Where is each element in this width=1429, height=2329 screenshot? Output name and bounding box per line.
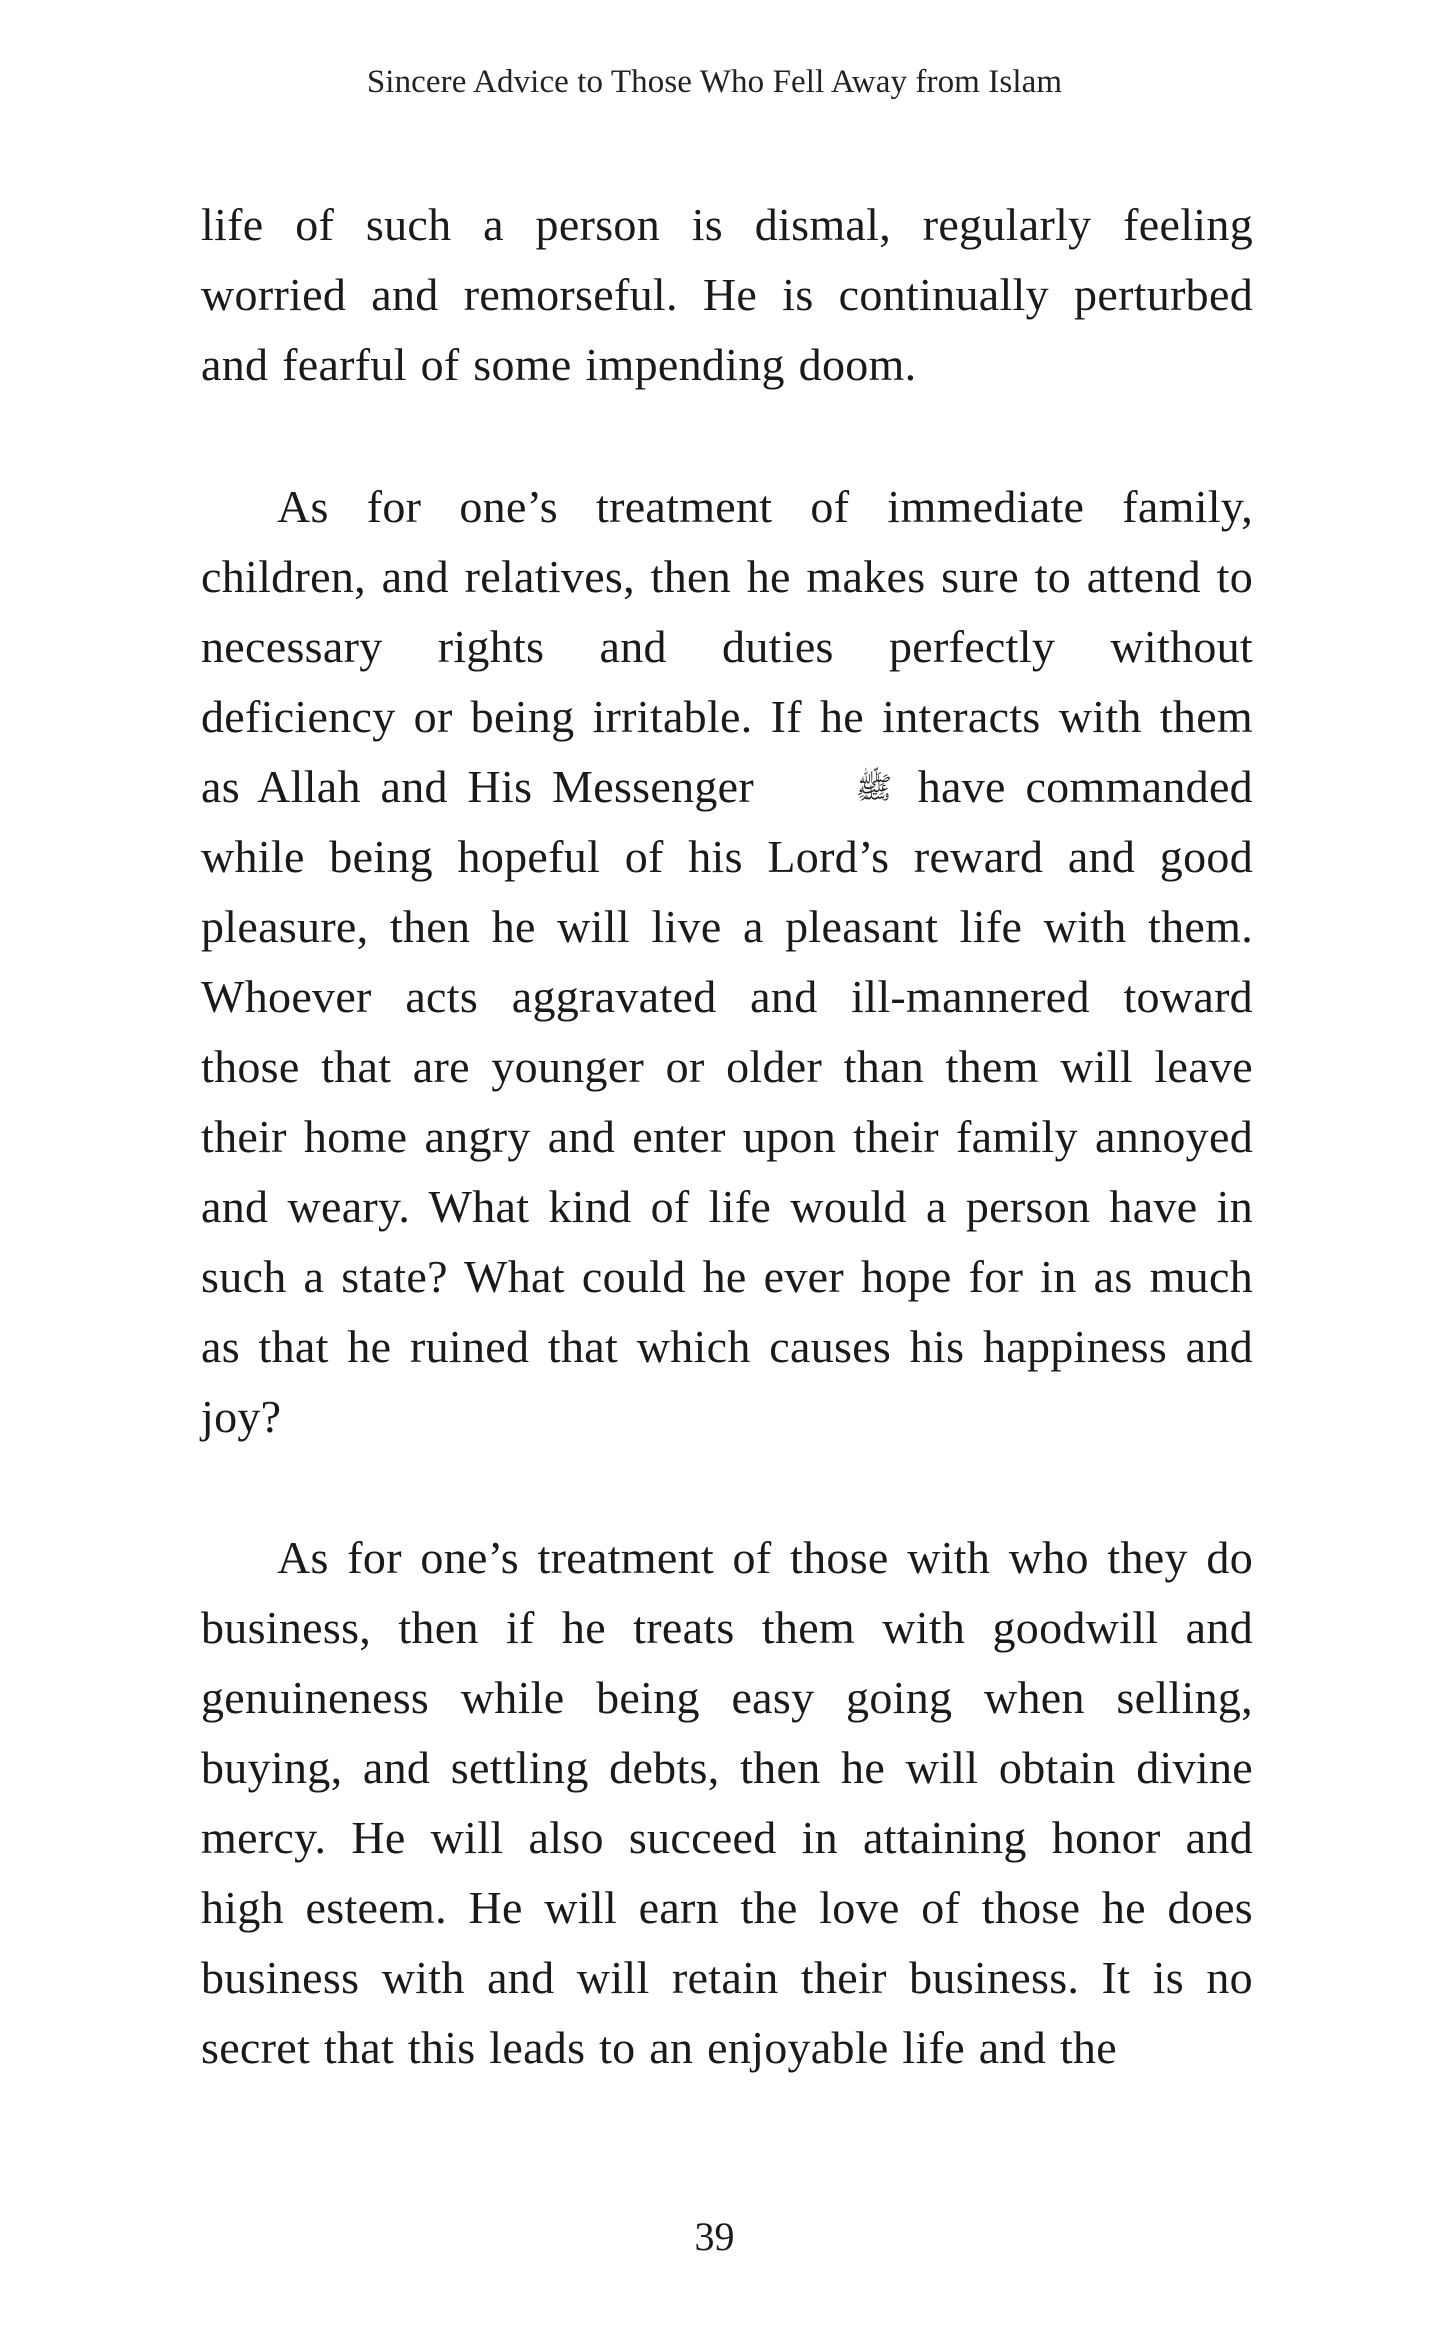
paragraph-business-treatment — [201, 1523, 1253, 2083]
paragraph-continuation — [201, 190, 1253, 400]
running-header-title: Sincere Advice to Those Who Fell Away from Islam — [366, 64, 1063, 100]
paragraph-text: life of such a person is dismal, regularly feeling worried and remorseful. He is continually perturbed and fearful of some impending doom. — [201, 199, 1253, 390]
paragraph-text-after-honorific: have commanded while being hopeful of his Lord’s reward and good pleasure, then he will live a pleasant life with them. Whoever acts aggravated and ill-mannered toward those that are younger or older than them will leave their home angry and enter upon their family annoyed and weary. What kind of life would a person have in such a state? What could he ever hope for in as much as that he ruined that which causes his happiness and joy? — [201, 761, 1253, 1442]
page-number: 39 — [694, 2214, 735, 2259]
paragraph-family-treatment — [201, 472, 1253, 1452]
honorific-glyph: ﷺ — [855, 771, 892, 806]
paragraph-text — [201, 472, 1253, 1452]
paragraph-text: As for one’s treatment of those with who they do business, then if he treats them with goodwill and genuineness while being easy going when selling, buying, and settling debts, then he will obtain divine mercy. He will also succeed in attaining honor and high esteem. He will earn the love of those he does business with and will retain their business. It is no secret that this leads to an enjoyable life and the — [201, 1532, 1253, 2073]
paragraph-text-before-honorific: As for one’s treatment of immediate family, children, and relatives, then he makes sure to attend to necessary rights and duties perfectly without deficiency or being irritable. If he interacts with them as Allah and His Messenger — [201, 481, 1253, 812]
